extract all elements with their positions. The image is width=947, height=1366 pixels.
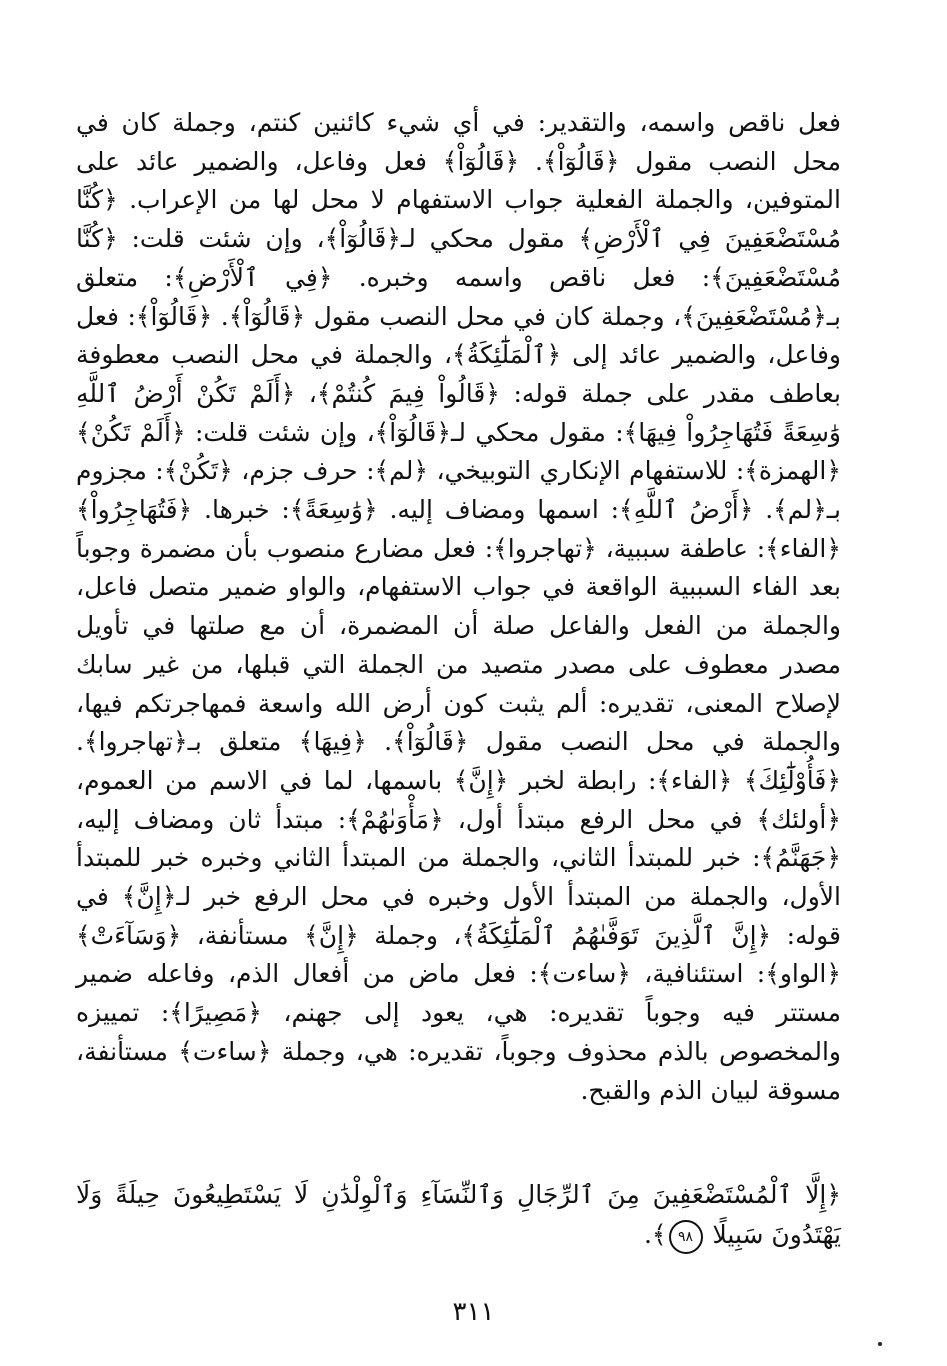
verse-text: ﴿إِلَّا ٱلْمُسْتَضْعَفِينَ مِنَ ٱلرِّجَالِ وَٱلنِّسَآءِ وَٱلْوِلْدَٰنِ لَا يَسْتَطِيعُونَ حِيلَةً وَلَا يَهْتَدُونَ سَبِيلًا (76, 1180, 841, 1249)
commentary-paragraph: فعل ناقص واسمه، والتقدير: في أي شيء كائنين كنتم، وجملة كان في محل النصب مقول ﴿قَالُوٓاْ﴾. ﴿قَالُوٓاْ﴾ فعل وفاعل، والضمير عائد على المتوفين، والجملة الفعلية جواب الاستفهام لا محل لها من الإعراب. ﴿كُنَّا مُسْتَضْعَفِينَ فِي ٱلْأَرْضِ﴾ مقول محكي لـ﴿قَالُوٓاْ﴾، وإن شئت قلت: ﴿كُنَّا مُسْتَضْعَفِينَ﴾: فعل ناقص واسمه وخبره. ﴿فِي ٱلْأَرْضِ﴾: متعلق بـ﴿مُسْتَضْعَفِينَ﴾، وجملة كان في محل النصب مقول ﴿قَالُوٓاْ﴾. ﴿قَالُوٓاْ﴾: فعل وفاعل، والضمير عائد إلى ﴿ٱلْمَلَٰٓئِكَةُ﴾، والجملة في محل النصب معطوفة بعاطف مقدر على جملة قوله: ﴿قَالُواْ فِيمَ كُنتُمْ﴾، ﴿أَلَمْ تَكُنْ أَرْضُ ٱللَّهِ وَٰسِعَةً فَتُهَاجِرُواْ فِيهَا﴾: مقول محكي لـ﴿قَالُوٓاْ﴾، وإن شئت قلت: ﴿أَلَمْ تَكُنْ﴾ ﴿الهمزة﴾: للاستفهام الإنكاري التوبيخي، ﴿لم﴾: حرف جزم، ﴿تَكُنْ﴾: مجزوم بـ﴿لم﴾. ﴿أَرْضُ ٱللَّهِ﴾: اسمها ومضاف إليه. ﴿وَٰسِعَةً﴾: خبرها. ﴿فَتُهَاجِرُواْ﴾ ﴿الفاء﴾: عاطفة سببية، ﴿تهاجروا﴾: فعل مضارع منصوب بأن مضمرة وجوباً بعد الفاء السببية الواقعة في جواب الاستفهام، والواو ضمير متصل فاعل، والجملة من الفعل والفاعل صلة أن المضمرة، أن مع صلتها في تأويل مصدر معطوف على مصدر متصيد من الجملة التي قبلها، من غير سابك لإصلاح المعنى، تقديره: ألم يثبت كون أرض الله واسعة فمهاجرتكم فيها، والجملة في محل النصب مقول ﴿قَالُوٓاْ﴾. ﴿فِيهَا﴾ متعلق بـ﴿تهاجروا﴾. ﴿فَأُوْلَٰٓئِكَ﴾ ﴿الفاء﴾: رابطة لخبر ﴿إِنَّ﴾ باسمها، لما في الاسم من العموم، ﴿أولئك﴾ في محل الرفع مبتدأ أول، ﴿مَأْوَىٰهُمْ﴾: مبتدأ ثان ومضاف إليه، ﴿جَهَنَّمُ﴾: خبر للمبتدأ الثاني، والجملة من المبتدأ الثاني وخبره خبر للمبتدأ الأول، والجملة من المبتدأ الأول وخبره في محل الرفع خبر لـ﴿إِنَّ﴾ في قوله: ﴿إِنَّ ٱلَّذِينَ تَوَفَّىٰهُمُ ٱلْمَلَٰٓئِكَةُ﴾، وجملة ﴿إِنَّ﴾ مستأنفة، ﴿وَسَآءَتْ﴾ ﴿الواو﴾: استئنافية، ﴿ساءت﴾: فعل ماض من أفعال الذم، وفاعله ضمير مستتر فيه وجوباً تقديره: هي، يعود إلى جهنم، ﴿مَصِيرًا﴾: تمييزه والمخصوص بالذم محذوف وجوباً، تقديره: هي، وجملة ﴿ساءت﴾ مستأنفة، مسوقة لبيان الذم والقبح. (76, 108, 841, 1105)
commentary-text (76, 104, 841, 1110)
verse-number-ornament: ٩٨ (669, 1220, 703, 1254)
verse-closing-bracket: ﴾. (643, 1220, 667, 1249)
page-number: ٣١١ (452, 1297, 495, 1327)
quran-verse (76, 1175, 841, 1255)
scan-speck (878, 1342, 882, 1346)
